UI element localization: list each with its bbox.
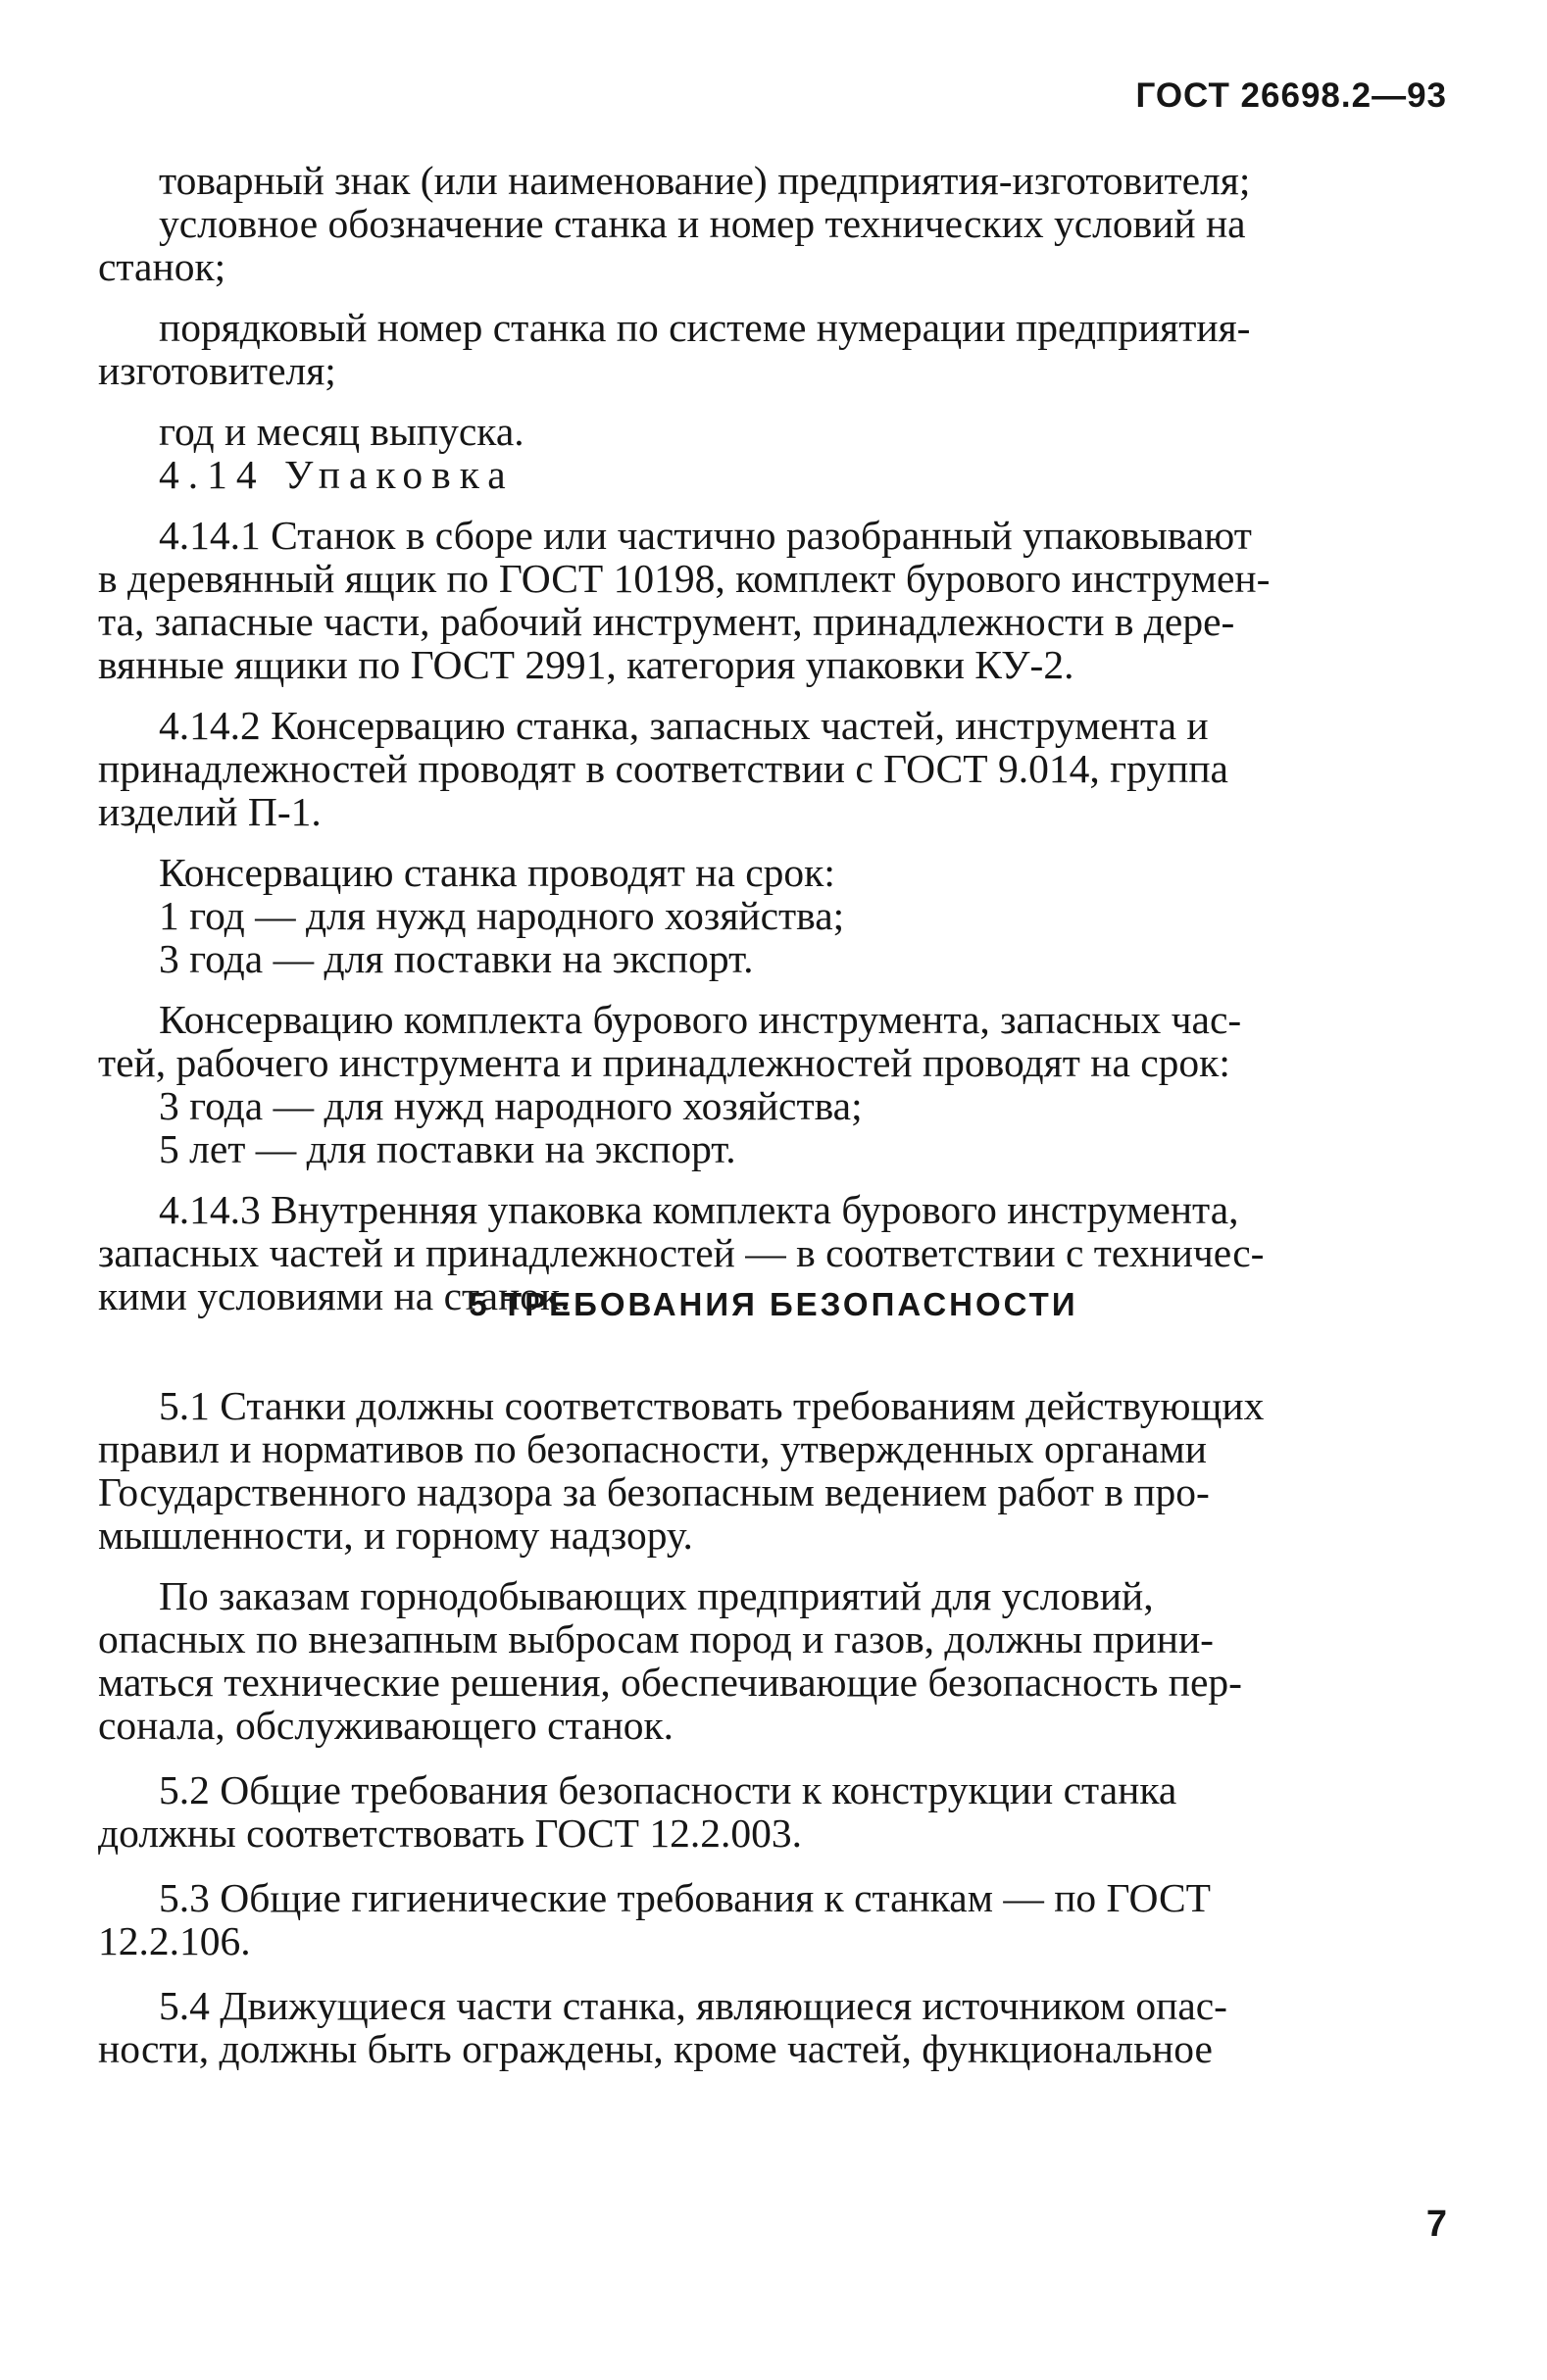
text-line: вянные ящики по ГОСТ 2991, категория упаковки КУ-2. [98,642,1074,687]
text-line: запасных частей и принадлежностей — в соответствии с техничес- [98,1230,1265,1275]
text-line: условное обозначение станка и номер технических условий на [159,201,1246,246]
text-line: 12.2.106. [98,1918,251,1963]
text-line: опасных по внезапным выбросам пород и газов, должны прини- [98,1616,1214,1661]
text-line: та, запасные части, рабочий инструмент, принадлежности в дере- [98,599,1235,644]
text-line: год и месяц выпуска. [159,409,524,454]
text-line: 5.1 Станки должны соответствовать требованиям действующих [159,1383,1265,1428]
text-line: кими условиями на станок. [98,1273,571,1318]
text-line: порядковый номер станка по системе нумерации предприятия- [159,305,1251,350]
text-line: Консервацию комплекта бурового инструмента, запасных час- [159,997,1242,1042]
document-code-header: ГОСТ 26698.2—93 [1135,76,1447,115]
text-line: 3 года — для нужд народного хозяйства; [159,1083,863,1128]
text-line: тей, рабочего инструмента и принадлежностей проводят на срок: [98,1040,1230,1085]
subsection-title-packaging: 4.14 Упаковка [159,452,515,497]
text-line: в деревянный ящик по ГОСТ 10198, комплект бурового инструмен- [98,556,1271,601]
text-line: 4.14.1 Станок в сборе или частично разобранный упаковывают [159,513,1252,558]
text-line: 5.4 Движущиеся части станка, являющиеся источником опас- [159,1983,1228,2028]
text-line: 4.14.2 Консервацию станка, запасных частей, инструмента и [159,703,1209,748]
section-4-text [98,159,1447,1317]
text-line: принадлежностей проводят в соответствии с ГОСТ 9.014, группа [98,746,1228,791]
text-line: ности, должны быть ограждены, кроме частей, функциональное [98,2026,1213,2071]
text-line: правил и нормативов по безопасности, утвержденных органами [98,1426,1207,1471]
text-line: изделий П-1. [98,789,322,834]
text-line: 4.14.3 Внутренняя упаковка комплекта бурового инструмента, [159,1187,1239,1232]
text-line: 1 год — для нужд народного хозяйства; [159,893,845,938]
text-line: 5.3 Общие гигиенические требования к станкам — по ГОСТ [159,1875,1212,1920]
section-5-text [98,1384,1447,2070]
text-line: товарный знак (или наименование) предприятия-изготовителя; [159,158,1251,203]
text-line: 5 лет — для поставки на экспорт. [159,1126,736,1171]
text-line: сонала, обслуживающего станок. [98,1703,674,1748]
page-number: 7 [1425,2204,1447,2245]
text-line: должны соответствовать ГОСТ 12.2.003. [98,1810,803,1856]
text-line: 3 года — для поставки на экспорт. [159,936,754,981]
text-line: Государственного надзора за безопасным ведением работ в про- [98,1469,1210,1514]
text-line: изготовителя; [98,348,336,393]
text-line: 5.2 Общие требования безопасности к конструкции станка [159,1767,1177,1812]
text-line: станок; [98,244,226,289]
text-line: Консервацию станка проводят на срок: [159,850,835,895]
section-5-heading: 5 ТРЕБОВАНИЯ БЕЗОПАСНОСТИ [469,1286,1078,1322]
text-line: мышленности, и горному надзору. [98,1512,693,1558]
text-line: По заказам горнодобывающих предприятий для условий, [159,1573,1154,1618]
text-line: маться технические решения, обеспечивающие безопасность пер- [98,1660,1242,1705]
